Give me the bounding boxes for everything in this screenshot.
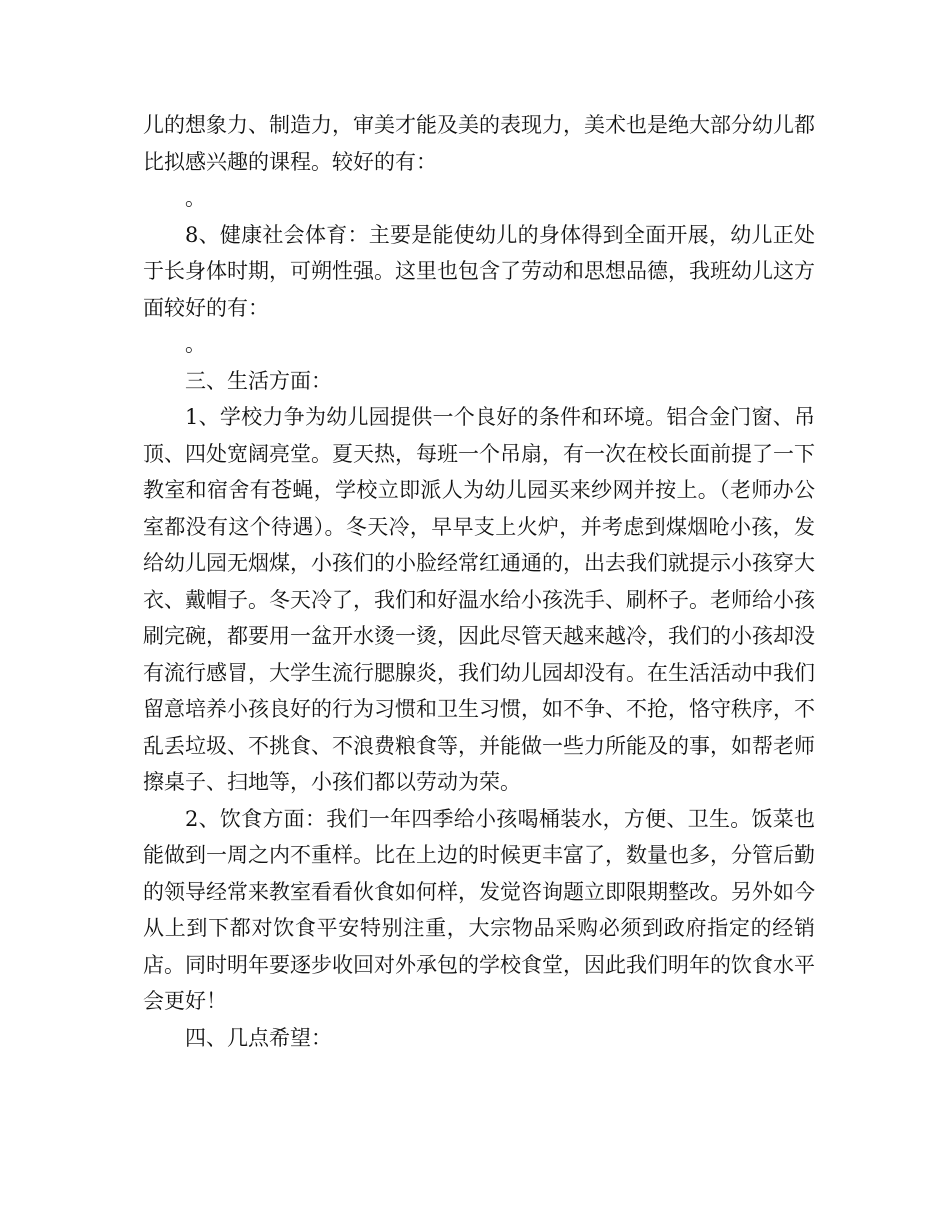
paragraph: 1、学校力争为幼儿园提供一个良好的条件和环境。铝合金门窗、吊顶、四处宽阔亮堂。夏天热，每班一个吊扇，有一次在校长面前提了一下教室和宿舍有苍蝇，学校立即派人为幼儿园买来纱网并按上。（老师办公室都没有这个待遇）。冬天冷，早早支上火炉，并考虑到煤烟呛小孩，发给幼儿园无烟煤，小孩们的小脸经常红通通的，出去我们就提示小孩穿大衣、戴帽子。冬天冷了，我们和好温水给小孩洗手、刷杯子。老师给小孩刷完碗，都要用一盆开水烫一烫，因此尽管天越来越冷，我们的小孩却没有流行感冒，大学生流行腮腺炎，我们幼儿园却没有。在生活活动中我们留意培养小孩良好的行为习惯和卫生习惯，如不争、不抢，恪守秩序，不乱丢垃圾、不挑食、不浪费粮食等，并能做一些力所能及的事，如帮老师擦桌子、扫地等，小孩们都以劳动为荣。 (143, 405, 815, 794)
paragraph: 8、健康社会体育：主要是能使幼儿的身体得到全面开展，幼儿正处于长身体时期，可朔性强。这里也包含了劳动和思想品德，我班幼儿这方面较好的有： (143, 222, 815, 320)
document-body (143, 107, 815, 1056)
section-heading: 三、生活方面： (185, 368, 332, 393)
paragraph: 儿的想象力、制造力，审美才能及美的表现力，美术也是绝大部分幼儿都比拟感兴趣的课程。较好的有： (143, 113, 815, 174)
paragraph: 2、饮食方面：我们一年四季给小孩喝桶装水，方便、卫生。饭菜也能做到一周之内不重样。比在上边的时候更丰富了，数量也多，分管后勤的领导经常来教室看看伙食如何样，发觉咨询题立即限期整改。另外如今从上到下都对饮食平安特别注重，大宗物品采购必须到政府指定的经销店。同时明年要逐步收回对外承包的学校食堂，因此我们明年的饮食水平会更好！ (143, 806, 815, 1013)
section-heading: 四、几点希望： (185, 1025, 332, 1050)
paragraph: 。 (185, 332, 206, 356)
paragraph: 。 (185, 186, 206, 210)
